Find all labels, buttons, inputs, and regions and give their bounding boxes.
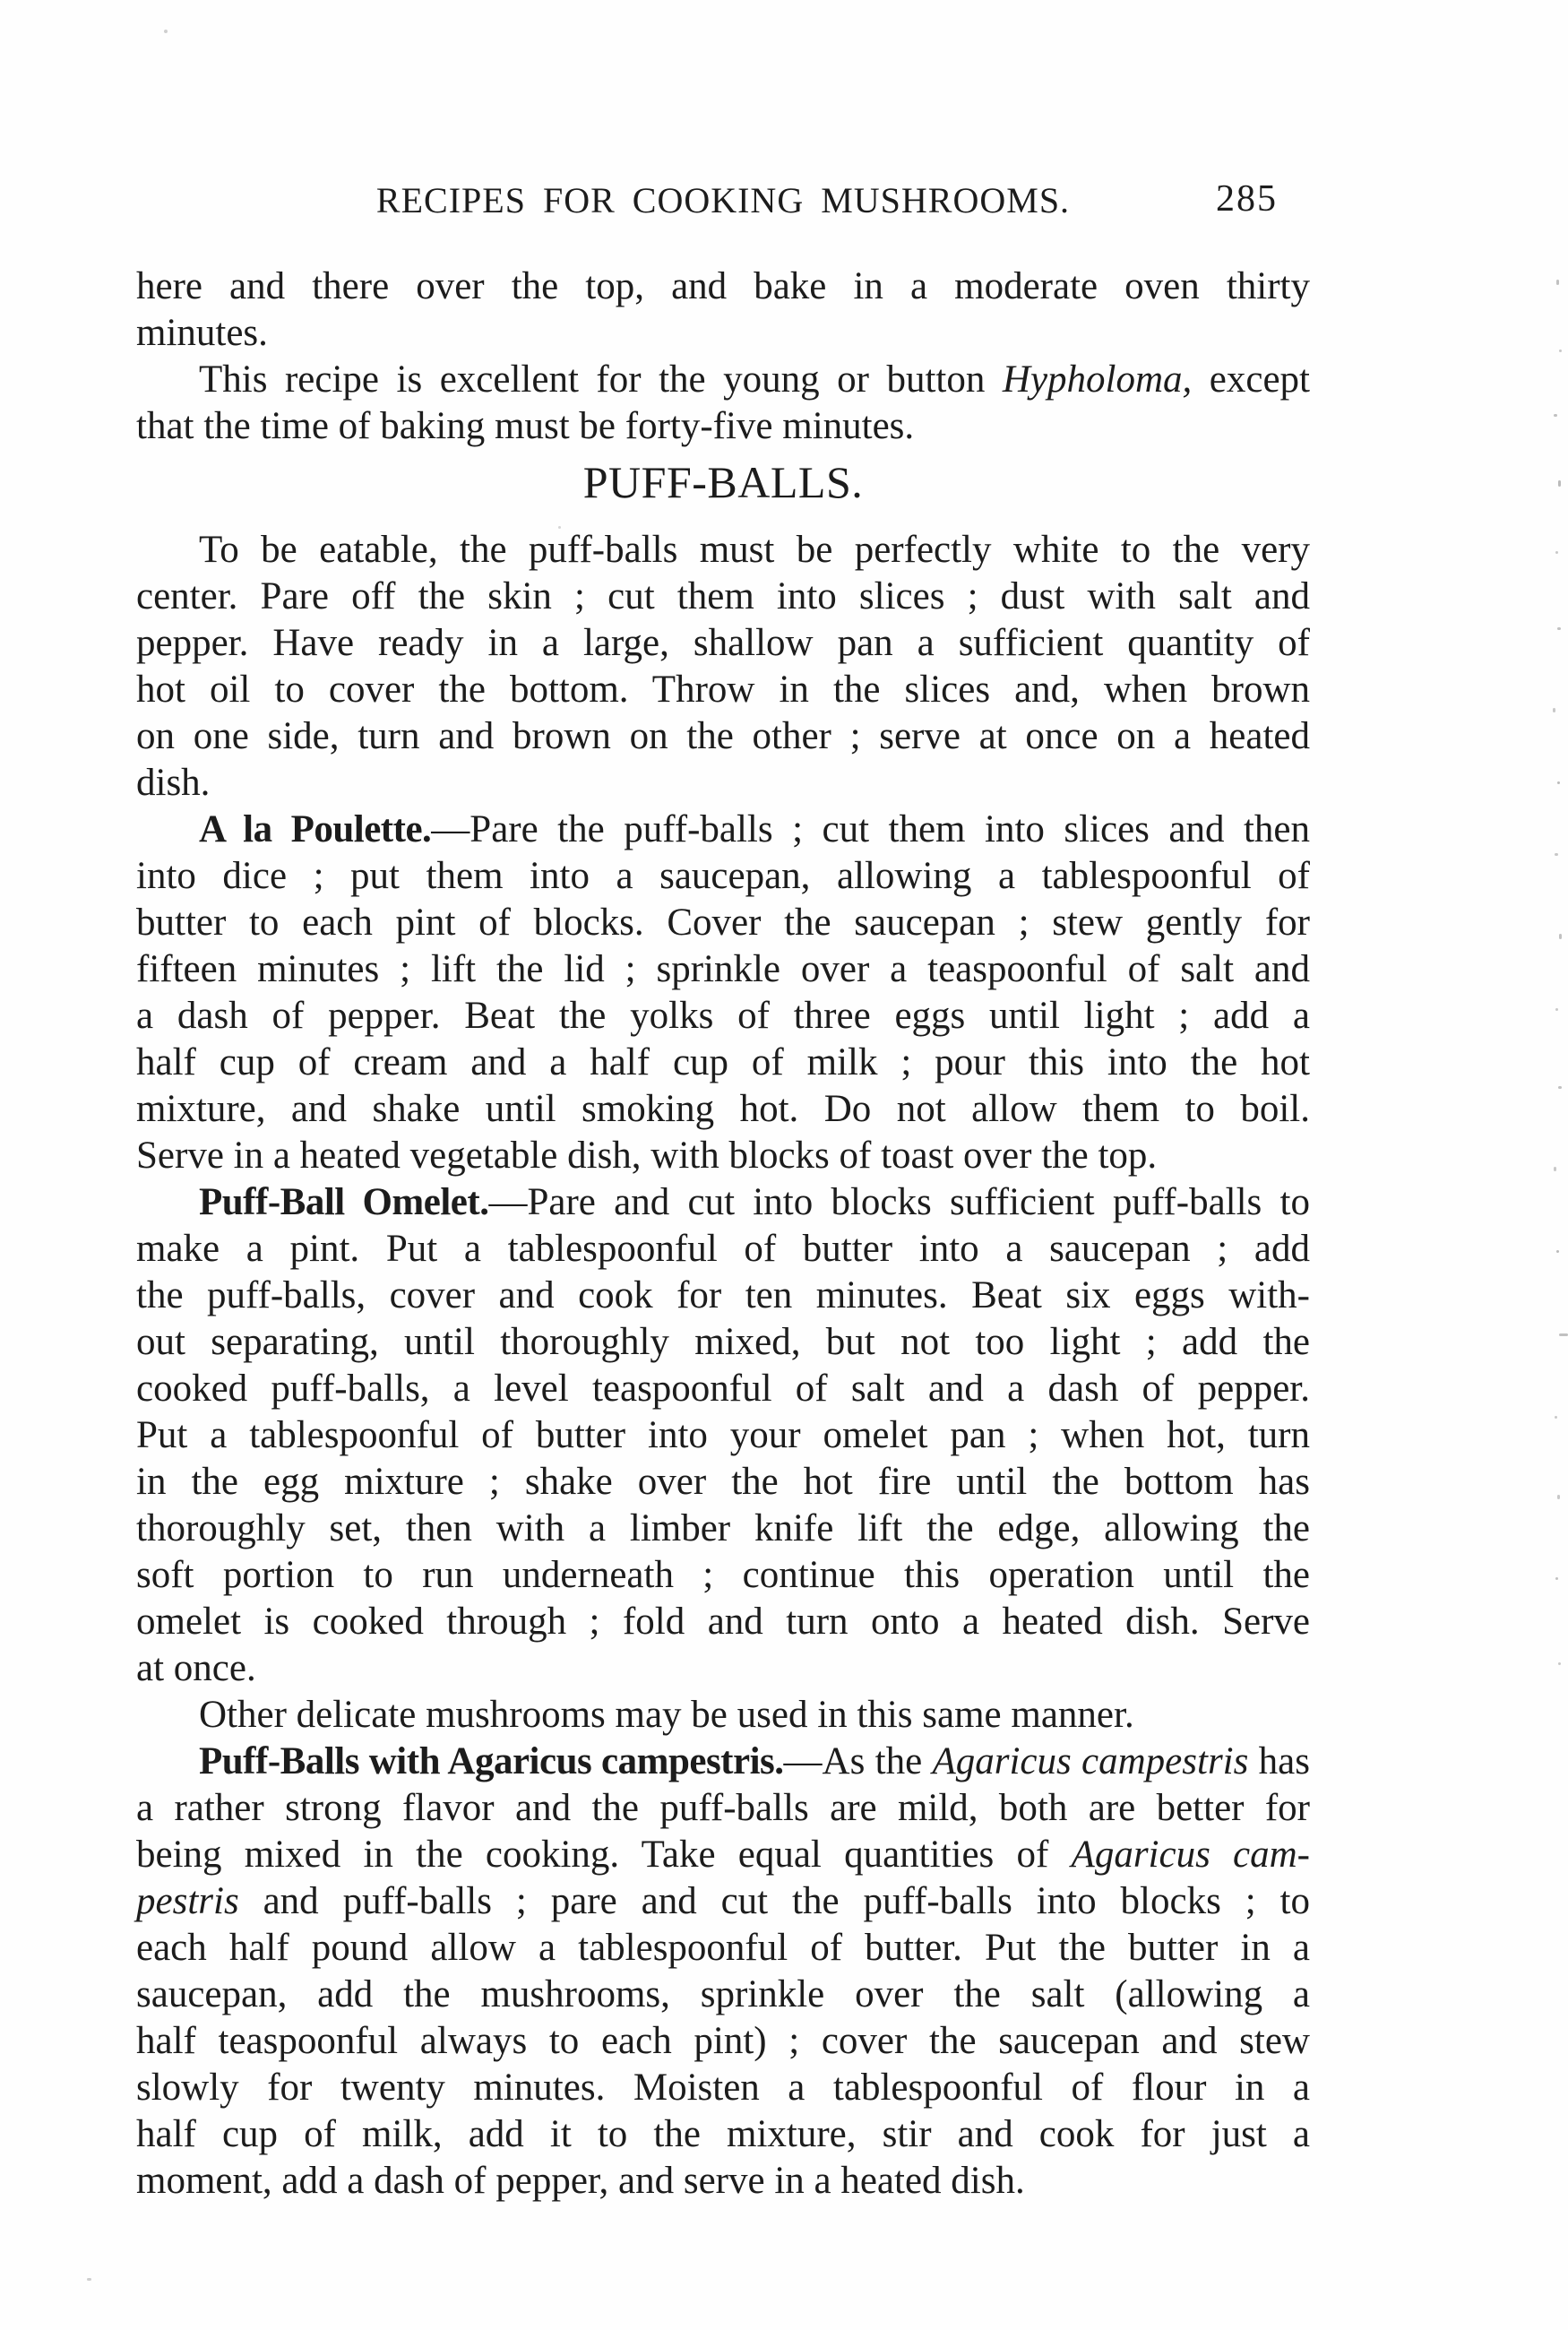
paragraph xyxy=(136,357,1310,450)
text-line: This recipe is excellent for the young or button Hypholoma, except xyxy=(199,358,1311,401)
scan-speck xyxy=(1555,1416,1557,1419)
text-line: omelet is cooked through ; fold and turn onto a heated dish. Serve xyxy=(136,1601,1310,1643)
text-line: a dash of pepper. Beat the yolks of three eggs until light ; add a xyxy=(136,995,1310,1037)
text-line: at once. xyxy=(136,1647,256,1689)
text-line: center. Pare off the skin ; cut them into slices ; dust with salt and xyxy=(136,575,1310,617)
text-line: Other delicate mushrooms may be used in this same manner. xyxy=(199,1694,1134,1736)
scan-speck xyxy=(1555,1008,1558,1011)
page-number: 285 xyxy=(1216,178,1278,220)
scan-speck xyxy=(558,526,561,529)
scan-speck xyxy=(87,2278,91,2281)
scan-speck xyxy=(1556,1250,1559,1253)
scan-speck xyxy=(1557,781,1560,784)
text-line: each half pound allow a tablespoonful of butter. Put the butter in a xyxy=(136,1927,1310,1969)
scan-speck xyxy=(1554,1167,1556,1171)
text-line: thoroughly set, then with a limber knife lift the edge, allowing the xyxy=(136,1507,1310,1549)
text-line: Put a tablespoonful of butter into your omelet pan ; when hot, turn xyxy=(136,1414,1310,1456)
page-body xyxy=(136,263,1310,2205)
text-line: cooked puff-balls, a level teaspoonful of salt and a dash of pepper. xyxy=(136,1368,1310,1410)
scan-speck xyxy=(1553,708,1555,712)
text-line: in the egg mixture ; shake over the hot fire until the bottom has xyxy=(136,1461,1310,1503)
text-line: make a pint. Put a tablespoonful of butter into a saucepan ; add xyxy=(136,1228,1310,1270)
text-line: hot oil to cover the bottom. Throw in the slices and, when brown xyxy=(136,669,1310,711)
text-line: half cup of cream and a half cup of milk ; pour this into the hot xyxy=(136,1041,1310,1083)
running-head-title: RECIPES FOR COOKING MUSHROOMS. xyxy=(375,180,1071,220)
text-line: saucepan, add the mushrooms, sprinkle over the salt (allowing a xyxy=(136,1973,1310,2015)
text-line: out separating, until thoroughly mixed, but not too light ; add the xyxy=(136,1321,1310,1363)
text-line: To be eatable, the puff-balls must be perfectly white to the very xyxy=(199,529,1310,571)
paragraph xyxy=(136,807,1310,1179)
section-heading: PUFF-BALLS. xyxy=(582,457,864,507)
text-line: moment, add a dash of pepper, and serve in a heated dish. xyxy=(136,2160,1025,2202)
running-head xyxy=(136,179,1310,224)
text-line: dish. xyxy=(136,762,211,804)
text-line: that the time of baking must be forty-five minutes. xyxy=(136,405,915,447)
paragraph xyxy=(136,527,1310,807)
paragraph xyxy=(136,1692,1310,1739)
text-line: half teaspoonful always to each pint) ; cover the saucepan and stew xyxy=(136,2020,1310,2062)
scan-speck xyxy=(1555,1577,1558,1580)
text-line: on one side, turn and brown on the other ; serve at once on a heated xyxy=(136,715,1310,757)
text-line: Serve in a heated vegetable dish, with blocks of toast over the top. xyxy=(136,1135,1158,1177)
text-line: half cup of milk, add it to the mixture, stir and cook for just a xyxy=(136,2113,1310,2155)
text-line: the puff-balls, cover and cook for ten minutes. Beat six eggs with- xyxy=(136,1274,1310,1316)
text-line: butter to each pint of blocks. Cover the saucepan ; stew gently for xyxy=(136,902,1310,944)
text-line: Puff-Balls with Agaricus campestris.—As the Agaricus campestris has xyxy=(199,1740,1311,1782)
scan-speck xyxy=(1559,350,1562,352)
scan-speck xyxy=(1558,1662,1561,1665)
text-line: soft portion to run underneath ; continue this operation until the xyxy=(136,1554,1310,1596)
text-line: A la Poulette.—Pare the puff-balls ; cut them into slices and then xyxy=(199,808,1310,850)
text-line: fifteen minutes ; lift the lid ; sprinkle over a teaspoonful of salt and xyxy=(136,948,1310,990)
text-line: into dice ; put them into a saucepan, allowing a tablespoonful of xyxy=(136,855,1310,897)
scan-speck xyxy=(1557,627,1561,630)
scan-speck xyxy=(1559,934,1562,939)
text-line: pestris and puff-balls ; pare and cut the puff-balls into blocks ; to xyxy=(136,1880,1310,1922)
text-line: here and there over the top, and bake in a moderate oven thirty xyxy=(136,265,1310,307)
scan-speck xyxy=(1558,1086,1562,1089)
paragraph xyxy=(136,1179,1310,1692)
text-line: being mixed in the cooking. Take equal quantities of Agaricus cam- xyxy=(136,1834,1310,1876)
text-line: a rather strong flavor and the puff-balls are mild, both are better for xyxy=(136,1787,1310,1829)
scan-speck xyxy=(164,30,168,33)
text-line: slowly for twenty minutes. Moisten a tablespoonful of flour in a xyxy=(136,2067,1310,2109)
scan-speck xyxy=(1558,480,1561,487)
text-line: pepper. Have ready in a large, shallow pan a sufficient quantity of xyxy=(136,622,1310,664)
scan-speck xyxy=(1555,853,1558,856)
text-line: Puff-Ball Omelet.—Pare and cut into blocks sufficient puff-balls to xyxy=(199,1181,1310,1223)
paragraph xyxy=(136,263,1310,357)
scan-speck xyxy=(1556,280,1559,285)
scan-speck xyxy=(1557,1495,1560,1499)
text-line: minutes. xyxy=(136,312,268,354)
scan-speck xyxy=(1555,551,1558,554)
text-line: mixture, and shake until smoking hot. Do not allow them to boil. xyxy=(136,1088,1310,1130)
scan-speck xyxy=(1554,414,1557,417)
scan-speck xyxy=(1559,1333,1568,1336)
paragraph xyxy=(136,1739,1310,2205)
